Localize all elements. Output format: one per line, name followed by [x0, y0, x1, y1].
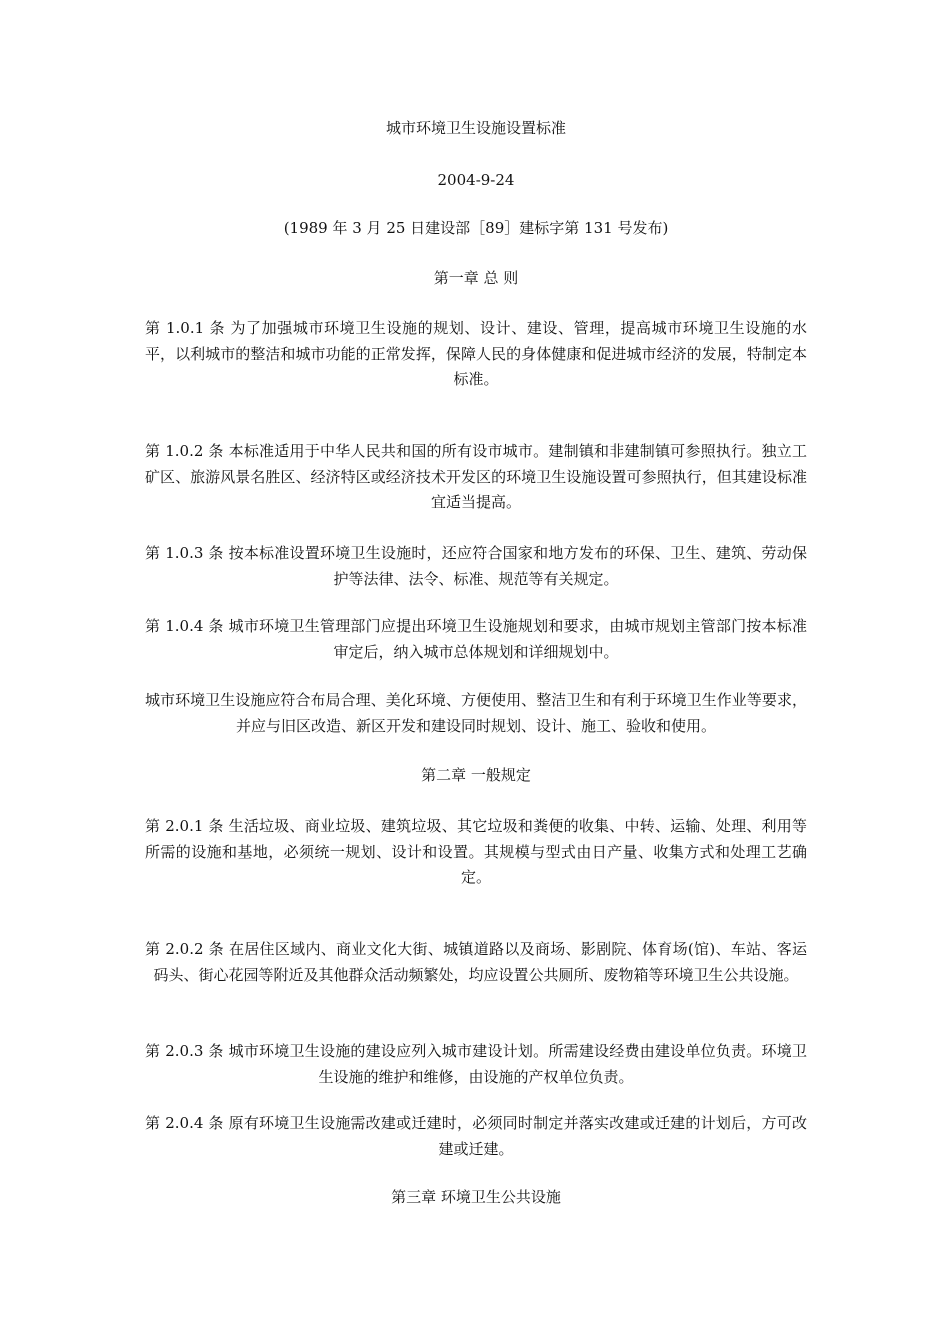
- article-2-0-4: 第 2.0.4 条 原有环境卫生设施需改建或迁建时，必须同时制定并落实改建或迁建的计划后，方可改建或迁建。: [145, 1114, 807, 1158]
- chapter-3-heading: 第三章 环境卫生公共设施: [391, 1188, 561, 1206]
- publication-note: (1989 年 3 月 25 日建设部［89］建标字第 131 号发布): [283, 219, 669, 237]
- article-1-0-2: 第 1.0.2 条 本标准适用于中华人民共和国的所有设市城市。建制镇和非建制镇可参照执行。独立工矿区、旅游风景名胜区、经济特区或经济技术开发区的环境卫生设施设置可参照执行，但其建设标准宜适当提高。: [145, 442, 807, 511]
- general-requirements-paragraph: 城市环境卫生设施应符合布局合理、美化环境、方便使用、整洁卫生和有利于环境卫生作业等要求，并应与旧区改造、新区开发和建设同时规划、设计、施工、验收和使用。: [145, 691, 807, 735]
- article-1-0-1: 第 1.0.1 条 为了加强城市环境卫生设施的规划、设计、建设、管理，提高城市环境卫生设施的水平，以利城市的整洁和城市功能的正常发挥，保障人民的身体健康和促进城市经济的发展，特制定本标准。: [145, 319, 807, 388]
- article-2-0-2: 第 2.0.2 条 在居住区域内、商业文化大街、城镇道路以及商场、影剧院、体育场(馆)、车站、客运码头、街心花园等附近及其他群众活动频繁处，均应设置公共厕所、废物箱等环境卫生公共设施。: [145, 940, 807, 984]
- article-1-0-3: 第 1.0.3 条 按本标准设置环境卫生设施时，还应符合国家和地方发布的环保、卫生、建筑、劳动保护等法律、法令、标准、规范等有关规定。: [145, 544, 807, 588]
- document-title: 城市环境卫生设施设置标准: [385, 119, 566, 137]
- article-2-0-1: 第 2.0.1 条 生活垃圾、商业垃圾、建筑垃圾、其它垃圾和粪便的收集、中转、运输、处理、利用等所需的设施和基地，必须统一规划、设计和设置。其规模与型式由日产量、收集方式和处理工艺确定。: [145, 817, 807, 886]
- document-date: 2004-9-24: [437, 171, 515, 189]
- chapter-1-heading: 第一章 总 则: [433, 269, 519, 287]
- chapter-2-heading: 第二章 一般规定: [421, 766, 531, 784]
- article-2-0-3: 第 2.0.3 条 城市环境卫生设施的建设应列入城市建设计划。所需建设经费由建设单位负责。环境卫生设施的维护和维修，由设施的产权单位负责。: [145, 1042, 807, 1086]
- article-1-0-4: 第 1.0.4 条 城市环境卫生管理部门应提出环境卫生设施规划和要求，由城市规划主管部门按本标准审定后，纳入城市总体规划和详细规划中。: [145, 617, 807, 661]
